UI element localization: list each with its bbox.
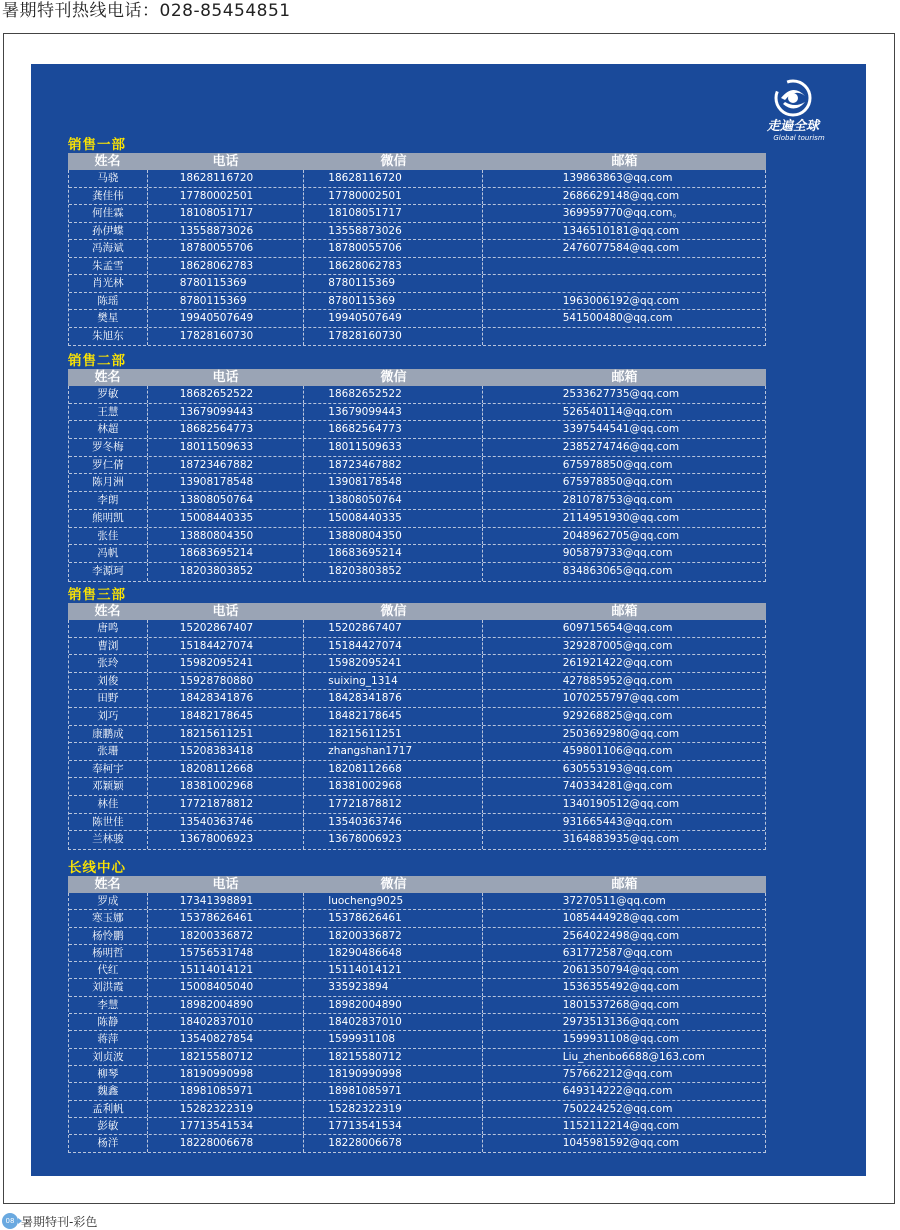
cell-phone: 18682652522 <box>148 386 305 403</box>
cell-email: 1045981592@qq.com <box>562 1137 680 1150</box>
table-row <box>69 492 765 510</box>
cell-name: 樊星 <box>69 310 148 327</box>
cell-wechat: zhangshan1717 <box>304 743 482 760</box>
cell-email: 261921422@qq.com <box>562 657 673 670</box>
cell-phone: 18215580712 <box>148 1049 305 1065</box>
table-row <box>69 655 765 673</box>
cell-name: 林超 <box>69 421 148 438</box>
cell-email: 427885952@qq.com <box>562 674 673 687</box>
table-row <box>69 1118 765 1135</box>
table-row <box>69 275 765 293</box>
cell-wechat: 15982095241 <box>304 655 482 672</box>
cell-email: 1152112214@qq.com <box>562 1119 680 1132</box>
column-header-phone: 电话 <box>212 154 239 169</box>
table-body <box>68 170 766 346</box>
cell-wechat: 19940507649 <box>304 310 482 327</box>
cell-name: 唐鸣 <box>69 620 148 637</box>
hotline-title: 暑期特刊热线电话：028-85454851 <box>2 1 291 21</box>
table-row <box>69 310 765 328</box>
cell-name: 罗冬梅 <box>69 439 148 456</box>
cell-name: 陈月洲 <box>69 474 148 491</box>
cell-phone: 13540827854 <box>148 1031 305 1047</box>
cell-wechat: 13678006923 <box>304 831 482 849</box>
cell-email: 740334281@qq.com <box>562 780 673 793</box>
column-header-email: 邮箱 <box>611 604 638 619</box>
cell-email: 750224252@qq.com <box>562 1102 673 1115</box>
table-row <box>69 761 765 779</box>
cell-name: 罗成 <box>69 893 148 909</box>
cell-email: 905879733@qq.com <box>562 547 673 560</box>
table-row <box>69 893 765 910</box>
table-header <box>68 603 766 620</box>
cell-wechat: 17721878812 <box>304 796 482 813</box>
cell-phone: 13808050764 <box>148 492 305 509</box>
cell-wechat: 13540363746 <box>304 814 482 831</box>
table-row <box>69 510 765 528</box>
cell-wechat: 13679099443 <box>304 404 482 421</box>
cell-phone: 19940507649 <box>148 310 305 327</box>
cell-email: 37270511@qq.com <box>562 895 666 907</box>
table-row <box>69 945 765 962</box>
cell-name: 刘巧 <box>69 708 148 725</box>
cell-name: 朱孟雪 <box>69 258 148 275</box>
table-row <box>69 240 765 258</box>
cell-wechat: 13808050764 <box>304 492 482 509</box>
cell-phone: 18982004890 <box>148 997 305 1013</box>
cell-email: 929268825@qq.com <box>562 709 673 722</box>
cell-phone: 17713541534 <box>148 1118 305 1134</box>
column-header-wechat: 微信 <box>380 604 407 619</box>
cell-phone: 18628062783 <box>148 258 305 275</box>
cell-wechat: 18683695214 <box>304 545 482 562</box>
cell-email: 1963006192@qq.com <box>562 294 680 307</box>
cell-name: 陈静 <box>69 1014 148 1030</box>
cell-wechat: 18108051717 <box>304 205 482 222</box>
cell-email: 1801537268@qq.com <box>562 998 680 1011</box>
table-row <box>69 796 765 814</box>
cell-email: 630553193@qq.com <box>562 762 673 775</box>
cell-email: 3397544541@qq.com <box>562 423 680 436</box>
cell-wechat: 1599931108 <box>304 1031 482 1047</box>
cell-wechat: 18428341876 <box>304 690 482 707</box>
cell-phone: 13908178548 <box>148 474 305 491</box>
cell-phone: 15982095241 <box>148 655 305 672</box>
cell-phone: 18683695214 <box>148 545 305 562</box>
cell-phone: 18723467882 <box>148 457 305 474</box>
cell-email <box>483 275 765 292</box>
table-row <box>69 457 765 475</box>
cell-name: 彭敏 <box>69 1118 148 1134</box>
column-header-phone: 电话 <box>212 370 239 385</box>
cell-name: 孙伊蝶 <box>69 223 148 240</box>
column-header-phone: 电话 <box>212 877 239 892</box>
section-title: 长线中心 <box>68 860 126 876</box>
cell-wechat: 13880804350 <box>304 528 482 545</box>
cell-name: 魏鑫 <box>69 1083 148 1099</box>
cell-email: 631772587@qq.com <box>562 946 673 959</box>
cell-name: 陈瑶 <box>69 293 148 310</box>
cell-wechat: suixing_1314 <box>304 673 482 690</box>
cell-wechat: 18628062783 <box>304 258 482 275</box>
cell-wechat: 15184427074 <box>304 638 482 655</box>
table-row <box>69 563 765 581</box>
cell-phone: 18981085971 <box>148 1083 305 1099</box>
cell-wechat: 15282322319 <box>304 1101 482 1117</box>
cell-phone: 18780055706 <box>148 240 305 257</box>
table-row <box>69 620 765 638</box>
table-header <box>68 369 766 386</box>
cell-phone: 18208112668 <box>148 761 305 778</box>
cell-name: 奉柯宇 <box>69 761 148 778</box>
cell-email: 1070255797@qq.com <box>562 692 680 705</box>
cell-name: 罗敏 <box>69 386 148 403</box>
cell-name: 马骁 <box>69 170 148 187</box>
cell-phone: 15184427074 <box>148 638 305 655</box>
table-row <box>69 205 765 223</box>
section-title: 销售二部 <box>68 353 126 369</box>
section-title: 销售三部 <box>68 587 126 603</box>
cell-phone: 18203803852 <box>148 563 305 581</box>
cell-wechat: 13908178548 <box>304 474 482 491</box>
table-body <box>68 620 766 850</box>
cell-email: 526540114@qq.com <box>562 405 673 418</box>
cell-name: 张珊 <box>69 743 148 760</box>
cell-email: 2385274746@qq.com <box>562 441 680 454</box>
column-header-email: 邮箱 <box>611 877 638 892</box>
cell-name: 刘贞波 <box>69 1049 148 1065</box>
table-row <box>69 421 765 439</box>
cell-name: 李源珂 <box>69 563 148 581</box>
cell-email: Liu_zhenbo6688@163.com <box>562 1050 705 1063</box>
cell-wechat: 18482178645 <box>304 708 482 725</box>
cell-phone: 18682564773 <box>148 421 305 438</box>
cell-email: 2061350794@qq.com <box>562 964 680 977</box>
cell-name: 康鹏成 <box>69 726 148 743</box>
cell-phone: 18628116720 <box>148 170 305 187</box>
cell-wechat: 18200336872 <box>304 928 482 944</box>
column-header-name: 姓名 <box>94 877 121 892</box>
cell-wechat: 18402837010 <box>304 1014 482 1030</box>
cell-wechat: 17713541534 <box>304 1118 482 1134</box>
cell-wechat: 335923894 <box>304 979 482 995</box>
cell-phone: 13880804350 <box>148 528 305 545</box>
cell-wechat: 18723467882 <box>304 457 482 474</box>
logo-name-en: Global tourism <box>773 134 825 142</box>
cell-phone: 15114014121 <box>148 962 305 978</box>
cell-phone: 13540363746 <box>148 814 305 831</box>
cell-name: 龚佳伟 <box>69 188 148 205</box>
table-row <box>69 328 765 346</box>
cell-wechat: 18228006678 <box>304 1135 482 1152</box>
table-row <box>69 528 765 546</box>
cell-email: 675978850@qq.com <box>562 458 673 471</box>
column-header-name: 姓名 <box>94 370 121 385</box>
globe-swirl-icon <box>771 78 815 118</box>
page-footer <box>0 1212 97 1230</box>
cell-phone: 17780002501 <box>148 188 305 205</box>
table-row <box>69 439 765 457</box>
cell-phone: 13679099443 <box>148 404 305 421</box>
cell-wechat: 18381002968 <box>304 778 482 795</box>
cell-phone: 13558873026 <box>148 223 305 240</box>
logo-name-cn: 走遍全球 <box>766 119 819 134</box>
cell-email: 931665443@qq.com <box>562 815 673 828</box>
column-header-wechat: 微信 <box>380 877 407 892</box>
page-number-badge: 08 <box>2 1213 18 1229</box>
column-header-email: 邮箱 <box>611 370 638 385</box>
cell-name: 代红 <box>69 962 148 978</box>
cell-phone: 15202867407 <box>148 620 305 637</box>
cell-phone: 8780115369 <box>148 275 305 292</box>
department-section <box>68 137 766 346</box>
cell-name: 罗仁倩 <box>69 457 148 474</box>
table-row <box>69 1031 765 1048</box>
cell-wechat: 15008440335 <box>304 510 482 527</box>
cell-wechat: 18290486648 <box>304 945 482 961</box>
cell-name: 何佳霖 <box>69 205 148 222</box>
table-body <box>68 386 766 582</box>
cell-wechat: luocheng9025 <box>304 893 482 909</box>
section-title: 销售一部 <box>68 137 126 153</box>
cell-wechat: 18682652522 <box>304 386 482 403</box>
table-row <box>69 1014 765 1031</box>
cell-name: 陈世佳 <box>69 814 148 831</box>
cell-phone: 15008440335 <box>148 510 305 527</box>
cell-email: 2564022498@qq.com <box>562 929 680 942</box>
table-row <box>69 928 765 945</box>
cell-phone: 17828160730 <box>148 328 305 346</box>
cell-phone: 18381002968 <box>148 778 305 795</box>
cell-phone: 18200336872 <box>148 928 305 944</box>
cell-wechat: 18780055706 <box>304 240 482 257</box>
cell-phone: 15928780880 <box>148 673 305 690</box>
cell-name: 寒玉娜 <box>69 910 148 926</box>
table-row <box>69 1083 765 1100</box>
table-row <box>69 170 765 188</box>
table-body <box>68 893 766 1153</box>
table-row <box>69 743 765 761</box>
cell-name: 杨明哲 <box>69 945 148 961</box>
cell-phone: 18108051717 <box>148 205 305 222</box>
cell-name: 刘俊 <box>69 673 148 690</box>
cell-email: 2048962705@qq.com <box>562 529 680 542</box>
cell-wechat: 15202867407 <box>304 620 482 637</box>
cell-email <box>483 328 765 346</box>
cell-email: 281078753@qq.com <box>562 494 673 507</box>
column-header-name: 姓名 <box>94 154 121 169</box>
cell-email: 2114951930@qq.com <box>562 511 680 524</box>
cell-phone: 15282322319 <box>148 1101 305 1117</box>
cell-phone: 15008405040 <box>148 979 305 995</box>
cell-wechat: 18215611251 <box>304 726 482 743</box>
table-row <box>69 673 765 691</box>
table-row <box>69 708 765 726</box>
cell-name: 田野 <box>69 690 148 707</box>
cell-phone: 13678006923 <box>148 831 305 849</box>
cell-name: 张玲 <box>69 655 148 672</box>
cell-name: 李朗 <box>69 492 148 509</box>
cell-wechat: 17828160730 <box>304 328 482 346</box>
cell-phone: 18215611251 <box>148 726 305 743</box>
cell-phone: 18228006678 <box>148 1135 305 1152</box>
cell-email: 675978850@qq.com <box>562 476 673 489</box>
table-row <box>69 188 765 206</box>
cell-name: 肖光林 <box>69 275 148 292</box>
footer-label: 暑期特刊-彩色 <box>21 1214 98 1229</box>
table-row <box>69 638 765 656</box>
cell-email: 329287005@qq.com <box>562 639 673 652</box>
cell-name: 朱旭东 <box>69 328 148 346</box>
cell-email: 2686629148@qq.com <box>562 189 680 202</box>
cell-name: 冯海斌 <box>69 240 148 257</box>
cell-email: 2533627735@qq.com <box>562 388 680 400</box>
cell-phone: 15378626461 <box>148 910 305 926</box>
table-row <box>69 258 765 276</box>
cell-wechat: 15114014121 <box>304 962 482 978</box>
cell-wechat: 13558873026 <box>304 223 482 240</box>
table-row <box>69 1135 765 1152</box>
cell-wechat: 18628116720 <box>304 170 482 187</box>
cell-name: 林佳 <box>69 796 148 813</box>
cell-email: 459801106@qq.com <box>562 745 673 758</box>
cell-email: 757662212@qq.com <box>562 1067 673 1080</box>
table-row <box>69 1066 765 1083</box>
table-row <box>69 690 765 708</box>
cell-wechat: 18208112668 <box>304 761 482 778</box>
cell-name: 张佳 <box>69 528 148 545</box>
cell-phone: 15208383418 <box>148 743 305 760</box>
column-header-name: 姓名 <box>94 604 121 619</box>
cell-email: 541500480@qq.com <box>562 312 673 324</box>
cell-phone: 18428341876 <box>148 690 305 707</box>
table-row <box>69 910 765 927</box>
cell-wechat: 18190990998 <box>304 1066 482 1082</box>
cell-name: 杨洋 <box>69 1135 148 1152</box>
cell-email: 649314222@qq.com <box>562 1085 673 1098</box>
cell-name: 柳琴 <box>69 1066 148 1082</box>
cell-name: 刘洪霞 <box>69 979 148 995</box>
table-row <box>69 1101 765 1118</box>
column-header-wechat: 微信 <box>380 154 407 169</box>
cell-email: 369959770@qq.com。 <box>562 207 683 219</box>
table-row <box>69 814 765 832</box>
cell-phone: 8780115369 <box>148 293 305 310</box>
cell-phone: 17341398891 <box>148 893 305 909</box>
department-section <box>68 860 766 1153</box>
company-logo <box>758 78 828 142</box>
cell-wechat: 8780115369 <box>304 275 482 292</box>
table-row <box>69 1049 765 1066</box>
column-header-email: 邮箱 <box>611 154 638 169</box>
cell-phone: 17721878812 <box>148 796 305 813</box>
table-row <box>69 223 765 241</box>
cell-name: 冯帆 <box>69 545 148 562</box>
table-row <box>69 404 765 422</box>
cell-email: 2476077584@qq.com <box>562 242 680 254</box>
table-row <box>69 474 765 492</box>
cell-phone: 15756531748 <box>148 945 305 961</box>
cell-wechat: 18981085971 <box>304 1083 482 1099</box>
cell-email <box>483 258 765 275</box>
cell-phone: 18402837010 <box>148 1014 305 1030</box>
cell-email: 1340190512@qq.com <box>562 797 680 810</box>
cell-email: 1599931108@qq.com <box>562 1033 680 1046</box>
cell-wechat: 18203803852 <box>304 563 482 581</box>
cell-email: 2973513136@qq.com <box>562 1016 680 1029</box>
column-header-wechat: 微信 <box>380 370 407 385</box>
cell-email: 1346510181@qq.com <box>562 224 680 237</box>
cell-email: 609715654@qq.com <box>562 622 673 634</box>
table-row <box>69 962 765 979</box>
cell-name: 熊明凯 <box>69 510 148 527</box>
cell-name: 蒋萍 <box>69 1031 148 1047</box>
cell-email: 1085444928@qq.com <box>562 912 680 925</box>
cell-email: 3164883935@qq.com <box>562 833 680 846</box>
table-header <box>68 876 766 893</box>
cell-email: 834863065@qq.com <box>562 564 673 577</box>
cell-phone: 18011509633 <box>148 439 305 456</box>
department-section <box>68 353 766 582</box>
table-row <box>69 386 765 404</box>
column-header-phone: 电话 <box>212 604 239 619</box>
table-row <box>69 979 765 996</box>
cell-wechat: 15378626461 <box>304 910 482 926</box>
cell-phone: 18190990998 <box>148 1066 305 1082</box>
table-row <box>69 545 765 563</box>
table-row <box>69 997 765 1014</box>
cell-name: 兰林骏 <box>69 831 148 849</box>
cell-wechat: 18682564773 <box>304 421 482 438</box>
table-row <box>69 778 765 796</box>
table-row <box>69 726 765 744</box>
cell-name: 孟利帆 <box>69 1101 148 1117</box>
table-header <box>68 153 766 170</box>
cell-name: 邓颖颖 <box>69 778 148 795</box>
cell-name: 王慧 <box>69 404 148 421</box>
cell-email: 139863863@qq.com <box>562 172 673 184</box>
cell-wechat: 18215580712 <box>304 1049 482 1065</box>
cell-wechat: 17780002501 <box>304 188 482 205</box>
cell-wechat: 18982004890 <box>304 997 482 1013</box>
cell-name: 李慧 <box>69 997 148 1013</box>
cell-email: 2503692980@qq.com <box>562 727 680 740</box>
cell-name: 杨怜鹏 <box>69 928 148 944</box>
table-row <box>69 293 765 311</box>
cell-wechat: 18011509633 <box>304 439 482 456</box>
cell-wechat: 8780115369 <box>304 293 482 310</box>
department-section <box>68 587 766 850</box>
cell-email: 1536355492@qq.com <box>562 981 680 994</box>
table-row <box>69 831 765 849</box>
cell-phone: 18482178645 <box>148 708 305 725</box>
cell-name: 曹浏 <box>69 638 148 655</box>
